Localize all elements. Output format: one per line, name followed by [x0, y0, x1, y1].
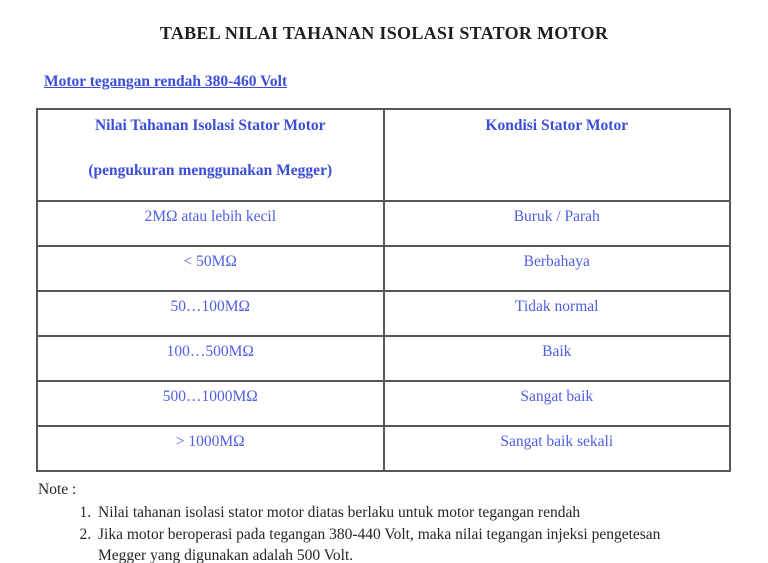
- column-header-resistance: [37, 109, 384, 201]
- column-header-condition-label: Kondisi Stator Motor: [485, 117, 629, 134]
- note-item: 2. Jika motor beroperasi pada tegangan 380-440 Volt, maka nilai tegangan injeksi pengetesan Megger yang digunakan adalah 500 Volt.: [95, 524, 698, 563]
- column-header-condition: [384, 109, 731, 201]
- table-header-row: [37, 109, 730, 201]
- resistance-cell: > 1000MΩ: [37, 426, 384, 471]
- table-row: [37, 291, 730, 336]
- table-row: [37, 246, 730, 291]
- condition-cell: Buruk / Parah: [384, 201, 731, 246]
- table-row: [37, 381, 730, 426]
- resistance-cell: 2MΩ atau lebih kecil: [37, 201, 384, 246]
- subtitle-link[interactable]: Motor tegangan rendah 380-460 Volt: [44, 73, 288, 90]
- table-row: [37, 426, 730, 471]
- table-row: [37, 201, 730, 246]
- isolation-resistance-table: [36, 108, 731, 472]
- column-header-resistance-line2: (pengukuran menggunakan Megger): [88, 162, 333, 179]
- note-label: Note :: [38, 481, 77, 498]
- note-list: [38, 502, 698, 563]
- note-item: 1. Nilai tahanan isolasi stator motor diatas berlaku untuk motor tegangan rendah: [95, 502, 698, 524]
- resistance-cell: 50…100MΩ: [37, 291, 384, 336]
- condition-cell: Sangat baik: [384, 381, 731, 426]
- table-row: [37, 336, 730, 381]
- condition-cell: Sangat baik sekali: [384, 426, 731, 471]
- page-title: TABEL NILAI TAHANAN ISOLASI STATOR MOTOR: [159, 23, 609, 43]
- condition-cell: Berbahaya: [384, 246, 731, 291]
- note-section: [38, 479, 698, 563]
- column-header-resistance-line1: Nilai Tahanan Isolasi Stator Motor: [94, 117, 326, 134]
- resistance-cell: < 50MΩ: [37, 246, 384, 291]
- resistance-cell: 500…1000MΩ: [37, 381, 384, 426]
- condition-cell: Baik: [384, 336, 731, 381]
- resistance-cell: 100…500MΩ: [37, 336, 384, 381]
- condition-cell: Tidak normal: [384, 291, 731, 336]
